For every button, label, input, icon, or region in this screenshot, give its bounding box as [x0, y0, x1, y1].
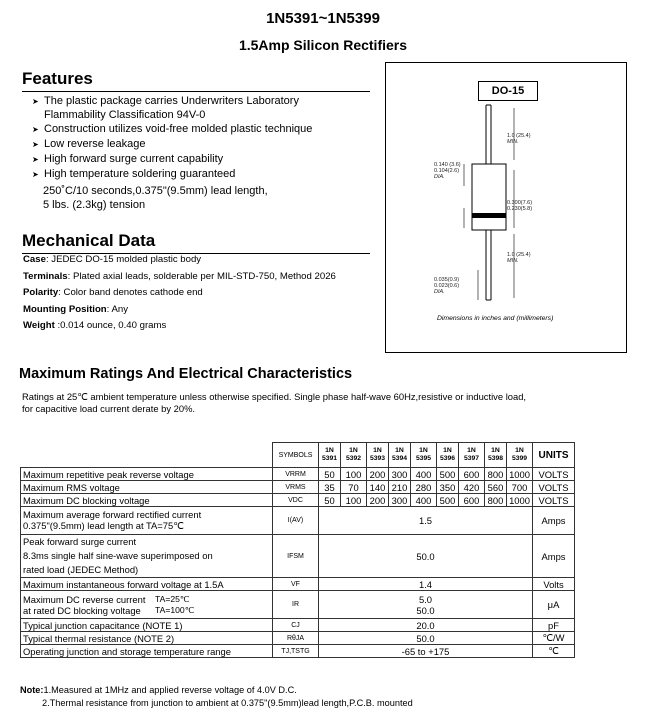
feature-item [32, 167, 312, 182]
part-prefix: 1N [515, 447, 524, 454]
value-cell: 350 [437, 481, 459, 494]
blank-header-cell [21, 443, 273, 468]
table-row [21, 494, 575, 507]
mech-mounting [23, 302, 336, 319]
features-list [32, 94, 312, 212]
feature-text: The plastic package carries Underwriters Laboratory [44, 95, 299, 107]
table-row [21, 632, 575, 645]
dim-text: 0.230(5.8) [507, 206, 533, 212]
unit-cell: Amps [533, 535, 575, 578]
param-label: Operating junction and storage temperature range [21, 645, 273, 658]
table-row [21, 578, 575, 591]
param-label: Maximum instantaneous forward voltage at 1.5A [21, 578, 273, 591]
part-prefix: 1N [325, 447, 334, 454]
ratings-note-line: Ratings at 25℃ ambient temperature unless otherwise specified. Single phase half-wave 60Hz,resistive or inductive load, [22, 391, 527, 402]
part-number: 5396 [439, 455, 456, 462]
value-cell: 100 [341, 494, 367, 507]
param-label: Maximum RMS voltage [21, 481, 273, 494]
param-label: Typical junction capacitance (NOTE 1) [21, 619, 273, 632]
value-cell: 50 [319, 468, 341, 481]
value-cell: 50.0 [319, 535, 533, 578]
part-header [485, 443, 507, 468]
param-condition: TA=25℃ [155, 593, 190, 604]
part-prefix: 1N [395, 447, 404, 454]
feature-item [32, 152, 312, 167]
part-number: 5398 [487, 455, 504, 462]
mech-terminals [23, 269, 336, 286]
value-cell: 200 [367, 468, 389, 481]
part-number: 5394 [391, 455, 408, 462]
value-cell: 500 [437, 494, 459, 507]
mech-label: Case [23, 254, 46, 265]
unit-cell: VOLTS [533, 481, 575, 494]
mechanical-heading: Mechanical Data [22, 231, 156, 250]
param-symbol: VRRM [273, 468, 319, 481]
table-row [21, 507, 575, 535]
footnote [20, 684, 413, 710]
param-label [21, 507, 273, 535]
mech-case [23, 252, 336, 269]
value-cell: 20.0 [319, 619, 533, 632]
param-label: Maximum DC blocking voltage [21, 494, 273, 507]
footnote-line-1 [20, 684, 413, 697]
part-header [507, 443, 533, 468]
footnote-label: Note: [20, 685, 44, 695]
dim-text: 1.0 (25.4) [507, 133, 531, 139]
value-cell: 100 [341, 468, 367, 481]
value-cell: 700 [507, 481, 533, 494]
param-label-text: Maximum DC reverse current [23, 593, 146, 605]
dim-text: MIN. [507, 139, 519, 145]
table-row [21, 468, 575, 481]
feature-text: High temperature soldering guaranteed [44, 168, 236, 180]
bullet-arrow-icon: ➤ [32, 97, 39, 106]
feature-text: 250˚C/10 seconds,0.375"(9.5mm) lead length, [43, 185, 268, 197]
value-cell [319, 591, 533, 619]
unit-cell: ℃/W [533, 632, 575, 645]
part-prefix: 1N [419, 447, 428, 454]
diode-outline-drawing [386, 100, 624, 310]
value-cell: 300 [389, 494, 411, 507]
param-symbol: CJ [273, 619, 319, 632]
part-prefix: 1N [491, 447, 500, 454]
param-symbol: I(AV) [273, 507, 319, 535]
table-header-row [21, 443, 575, 468]
param-label-line: Maximum average forward rectified current [23, 509, 202, 520]
mech-value: : Color band denotes cathode end [58, 287, 203, 298]
value-cell: 200 [367, 494, 389, 507]
value-cell: 50.0 [319, 632, 533, 645]
dim-text: DIA. [434, 174, 445, 180]
param-symbol: VDC [273, 494, 319, 507]
value-cell: 50 [319, 494, 341, 507]
value-cell: 210 [389, 481, 411, 494]
table-row [21, 535, 575, 578]
part-range-title: 1N5391~1N5399 [266, 10, 380, 27]
value-cell: 280 [411, 481, 437, 494]
unit-cell: VOLTS [533, 494, 575, 507]
dim-text: 0.300(7.6) [507, 200, 533, 206]
feature-item [32, 122, 312, 137]
value-cell: 1.4 [319, 578, 533, 591]
footnote-line-2: 2.Thermal resistance from junction to ambient at 0.375"(9.5mm)lead length,P.C.B. mounted [42, 698, 413, 708]
value-cell: 1000 [507, 468, 533, 481]
feature-text: Low reverse leakage [44, 138, 146, 150]
param-label-line [23, 605, 270, 616]
footnote-text: 1.Measured at 1MHz and applied reverse voltage of 4.0V D.C. [43, 685, 297, 695]
table-row [21, 619, 575, 632]
mech-value: : Any [106, 303, 129, 315]
param-condition: TA=100℃ [155, 604, 195, 615]
value-cell: 400 [411, 494, 437, 507]
ratings-note-line: for capacitive load current derate by 20%. [22, 403, 196, 414]
symbols-header: SYMBOLS [273, 443, 319, 468]
bullet-arrow-icon: ➤ [32, 125, 39, 134]
param-label [21, 535, 273, 578]
param-label: Maximum repetitive peak reverse voltage [21, 468, 273, 481]
part-header [389, 443, 411, 468]
part-header [367, 443, 389, 468]
value-cell: 600 [459, 494, 485, 507]
part-prefix: 1N [443, 447, 452, 454]
ratings-heading: Maximum Ratings And Electrical Characteristics [19, 366, 353, 382]
mech-label: Weight [23, 320, 55, 331]
unit-cell: pF [533, 619, 575, 632]
table-row [21, 645, 575, 658]
dim-lead-dia [434, 277, 459, 295]
mech-value: : Plated axial leads, solderable per MIL-STD-750, Method 2026 [67, 270, 336, 282]
param-label-line: 0.375"(9.5mm) lead length at TA=75℃ [23, 520, 184, 531]
ratings-table [20, 442, 575, 658]
feature-text: Construction utilizes void-free molded plastic technique [44, 123, 313, 135]
part-number: 5392 [345, 455, 362, 462]
value-cell: -65 to +175 [319, 645, 533, 658]
dim-body-dia [434, 162, 461, 180]
value-cell: 560 [485, 481, 507, 494]
part-header [437, 443, 459, 468]
table-row [21, 591, 575, 619]
dim-text: DIA. [434, 289, 445, 295]
part-number: 5397 [463, 455, 480, 462]
feature-text: High forward surge current capability [44, 153, 224, 165]
package-label: DO-15 [478, 81, 538, 101]
value-cell: 800 [485, 494, 507, 507]
value-cell: 140 [367, 481, 389, 494]
subtitle: 1.5Amp Silicon Rectifiers [238, 37, 408, 53]
param-label-line: Peak forward surge current [23, 536, 137, 547]
value-cell: 1.5 [319, 507, 533, 535]
unit-cell: μA [533, 591, 575, 619]
mech-polarity [23, 285, 336, 302]
value-cell: 800 [485, 468, 507, 481]
param-label-line: 8.3ms single half sine-wave superimposed on [23, 550, 213, 561]
param-label-text: at rated DC blocking voltage [23, 604, 141, 616]
mech-label: Polarity [23, 287, 59, 298]
mech-value: : JEDEC DO-15 molded plastic body [45, 254, 202, 265]
param-symbol: IR [273, 591, 319, 619]
feature-continuation [32, 184, 312, 212]
ratings-note [22, 391, 526, 415]
value-cell: 600 [459, 468, 485, 481]
mech-label: Mounting Position [23, 303, 107, 315]
table-row [21, 481, 575, 494]
part-header [341, 443, 367, 468]
dim-text: 0.035(0.9) [434, 277, 460, 283]
part-prefix: 1N [349, 447, 358, 454]
feature-item [32, 94, 312, 122]
value-cell: 500 [437, 468, 459, 481]
part-number: 5393 [369, 455, 386, 462]
value-cell: 35 [319, 481, 341, 494]
value-cell: 420 [459, 481, 485, 494]
param-symbol: RθJA [273, 632, 319, 645]
feature-text: 5 lbs. (2.3kg) tension [43, 199, 146, 211]
param-symbol: VRMS [273, 481, 319, 494]
part-number: 5399 [511, 455, 528, 462]
param-symbol: TJ,TSTG [273, 645, 319, 658]
value-cell: 1000 [507, 494, 533, 507]
param-label: Typical thermal resistance (NOTE 2) [21, 632, 273, 645]
value-cell: 70 [341, 481, 367, 494]
unit-cell: Volts [533, 578, 575, 591]
dim-body-len [507, 200, 532, 212]
value-cell: 300 [389, 468, 411, 481]
feature-text: Flammability Classification 94V-0 [44, 109, 206, 121]
mech-label: Terminals [23, 270, 68, 282]
param-symbol: VF [273, 578, 319, 591]
dimensions-note: Dimensions in inches and (millimeters) [437, 315, 554, 322]
bullet-arrow-icon: ➤ [32, 170, 39, 179]
mech-weight [23, 318, 336, 335]
mech-value: :0.014 ounce, 0.40 grams [54, 320, 167, 331]
value-line: 5.0 [418, 593, 433, 605]
mechanical-list [23, 252, 336, 335]
value-line: 50.0 [416, 604, 435, 616]
dim-lead-top [507, 133, 531, 145]
param-symbol: IFSM [273, 535, 319, 578]
part-number: 5395 [415, 455, 432, 462]
dim-text: 0.023(0.6) [434, 283, 460, 289]
part-prefix: 1N [467, 447, 476, 454]
feature-item [32, 137, 312, 152]
bullet-arrow-icon: ➤ [32, 140, 39, 149]
param-label-line: rated load (JEDEC Method) [23, 564, 139, 575]
dim-text: 0.140 (3.6) [434, 162, 461, 168]
param-label-line [23, 594, 270, 605]
features-rule [22, 91, 370, 92]
dim-text: MIN. [507, 258, 519, 264]
units-header: UNITS [533, 443, 575, 468]
unit-cell: ℃ [533, 645, 575, 658]
value-cell: 400 [411, 468, 437, 481]
unit-cell: Amps [533, 507, 575, 535]
part-header [319, 443, 341, 468]
dim-text: 0.104(2.6) [434, 168, 460, 174]
part-header [411, 443, 437, 468]
features-heading: Features [22, 69, 93, 88]
unit-cell: VOLTS [533, 468, 575, 481]
bullet-arrow-icon: ➤ [32, 155, 39, 164]
dim-lead-bottom [507, 252, 531, 264]
part-prefix: 1N [373, 447, 382, 454]
param-label [21, 591, 273, 619]
dim-text: 1.0 (25.4) [507, 252, 531, 258]
part-header [459, 443, 485, 468]
part-number: 5391 [321, 455, 338, 462]
